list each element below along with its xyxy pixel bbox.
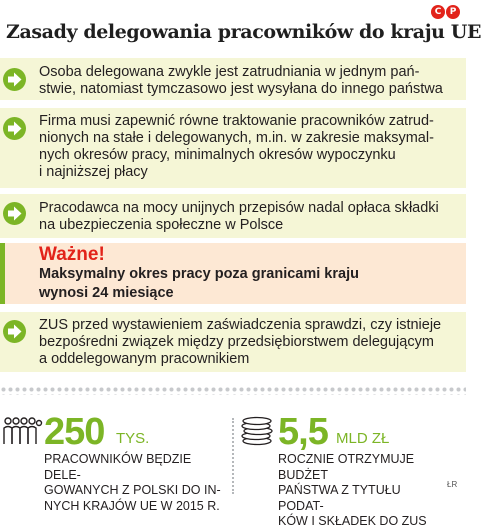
arrow-right-icon [3, 68, 26, 91]
stat-description-workers: PRACOWNIKÓW BĘDZIE DELE- GOWANYCH Z POLSKI DO IN- NYCH KRAJÓW UE W 2015 R. [44, 452, 221, 513]
coins-icon [240, 416, 274, 446]
important-text: Maksymalny okres pracy poza granicami kraju wynosi 24 miesiące [39, 266, 359, 301]
people-icon [2, 416, 42, 446]
important-accent-bar [0, 243, 5, 304]
bullet-text-3: Pracodawca na mocy unijnych przepisów nadal opłaca składki na ubezpieczenia społeczne w Polsce [39, 200, 439, 233]
stats-divider [232, 418, 234, 494]
stat-description-budget: ROCZNIE OTRZYMUJE BUDŻET PAŃSTWA Z TYTUŁU PODAT- KÓW I SKŁADEK DO ZUS [278, 452, 427, 528]
important-label: Ważne! [39, 244, 105, 265]
dotted-separator [0, 386, 466, 395]
bullet-text-4: ZUS przed wystawieniem zaświadczenia sprawdzi, czy istnieje bezpośredni związek między przedsiębiorstwem delegującym a oddelegowanym pracownikiem [39, 317, 442, 367]
bullet-text-2: Firma musi zapewnić równe traktowanie pracowników zatrud- nionych na stałe i delegowanych, m.in. w zakresie maksymal- nych okresów pracy, minimalnych okresów wypoczynku i najniższej płacy [39, 113, 434, 180]
stat-unit-workers: TYS. [116, 430, 150, 447]
logo-letter-p: P [446, 5, 460, 19]
stat-number-workers: 250 [44, 411, 105, 453]
arrow-right-icon [3, 202, 26, 225]
arrow-right-icon [3, 117, 26, 140]
stat-unit-budget: MLD ZŁ [336, 430, 390, 447]
stat-number-budget: 5,5 [278, 411, 328, 453]
logo-letter-c: C [431, 5, 445, 19]
author-credit: ŁR [447, 480, 458, 489]
page-title: Zasady delegowania pracowników do kraju UE [6, 21, 481, 43]
bullet-text-1: Osoba delegowana zwykle jest zatrudniania w jednym pań- stwie, natomiast tymczasowo jest wysyłana do innego państwa [39, 64, 443, 97]
publisher-logo [431, 5, 460, 19]
arrow-right-icon [3, 320, 26, 343]
